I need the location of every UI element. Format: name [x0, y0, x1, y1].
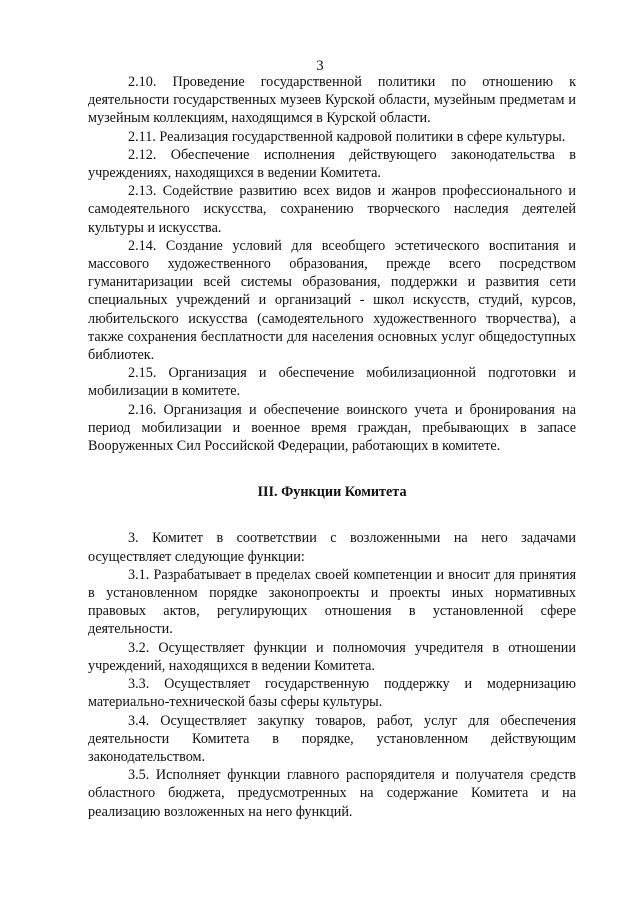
paragraph-2-10: 2.10. Проведение государственной политики по отношению к деятельности государственных музеев Курской области, музейным предметам и музейным коллекциям, находящимся в Курской области. [88, 74, 576, 127]
paragraph-2-13: 2.13. Содействие развитию всех видов и жанров профессионального и самодеятельного искусства, сохранению творческого наследия деятелей культуры и искусства. [88, 183, 576, 236]
page-number: 3 [316, 58, 324, 74]
paragraph-3-1: 3.1. Разрабатывает в пределах своей компетенции и вносит для принятия в установленном порядке законопроекты и проекты иных нормативных правовых актов, регулирующих отношения в установленной сфере деятельности. [88, 566, 576, 638]
document-body [88, 73, 576, 821]
paragraph-2-15: 2.15. Организация и обеспечение мобилизационной подготовки и мобилизации в комитете. [88, 365, 576, 400]
paragraph-2-11: 2.11. Реализация государственной кадровой политики в сфере культуры. [128, 128, 566, 145]
paragraph-2-16: 2.16. Организация и обеспечение воинского учета и бронирования на период мобилизации и военное время граждан, пребывающих в запасе Вооруженных Сил Российской Федерации, работающих в комитете. [88, 401, 576, 455]
paragraph-3: 3. Комитет в соответствии с возложенными на него задачами осуществляет следующие функции: [88, 530, 576, 565]
paragraph-3-3: 3.3. Осуществляет государственную поддержку и модернизацию материально-технической базы сферы культуры. [88, 676, 576, 711]
paragraph-3-2: 3.2. Осуществляет функции и полномочия учредителя в отношении учреждений, находящихся в ведении Комитета. [88, 639, 576, 674]
paragraph-2-12: 2.12. Обеспечение исполнения действующего законодательства в учреждениях, находящихся в ведении Комитета. [88, 146, 576, 182]
paragraph-3-4: 3.4. Осуществляет закупку товаров, работ, услуг для обеспечения деятельности Комитета в порядке, установленном действующим законодательством. [88, 712, 576, 765]
paragraph-2-14: 2.14. Создание условий для всеобщего эстетического воспитания и массового художественного образования, прежде всего посредством гуманитаризации всей системы образования, поддержки и развития сети специальных учреждений и организаций - школ искусств, студий, курсов, любительского искусства (самодеятельного художественного творчества), а также сохранения бесплатности для населения основных услуг общедоступных библиотек. [88, 237, 576, 364]
paragraph-3-5: 3.5. Исполняет функции главного распорядителя и получателя средств областного бюджета, предусмотренных на содержание Комитета и на реализацию возложенных на него функций. [88, 767, 576, 820]
section-title: III. Функции Комитета [257, 484, 407, 501]
